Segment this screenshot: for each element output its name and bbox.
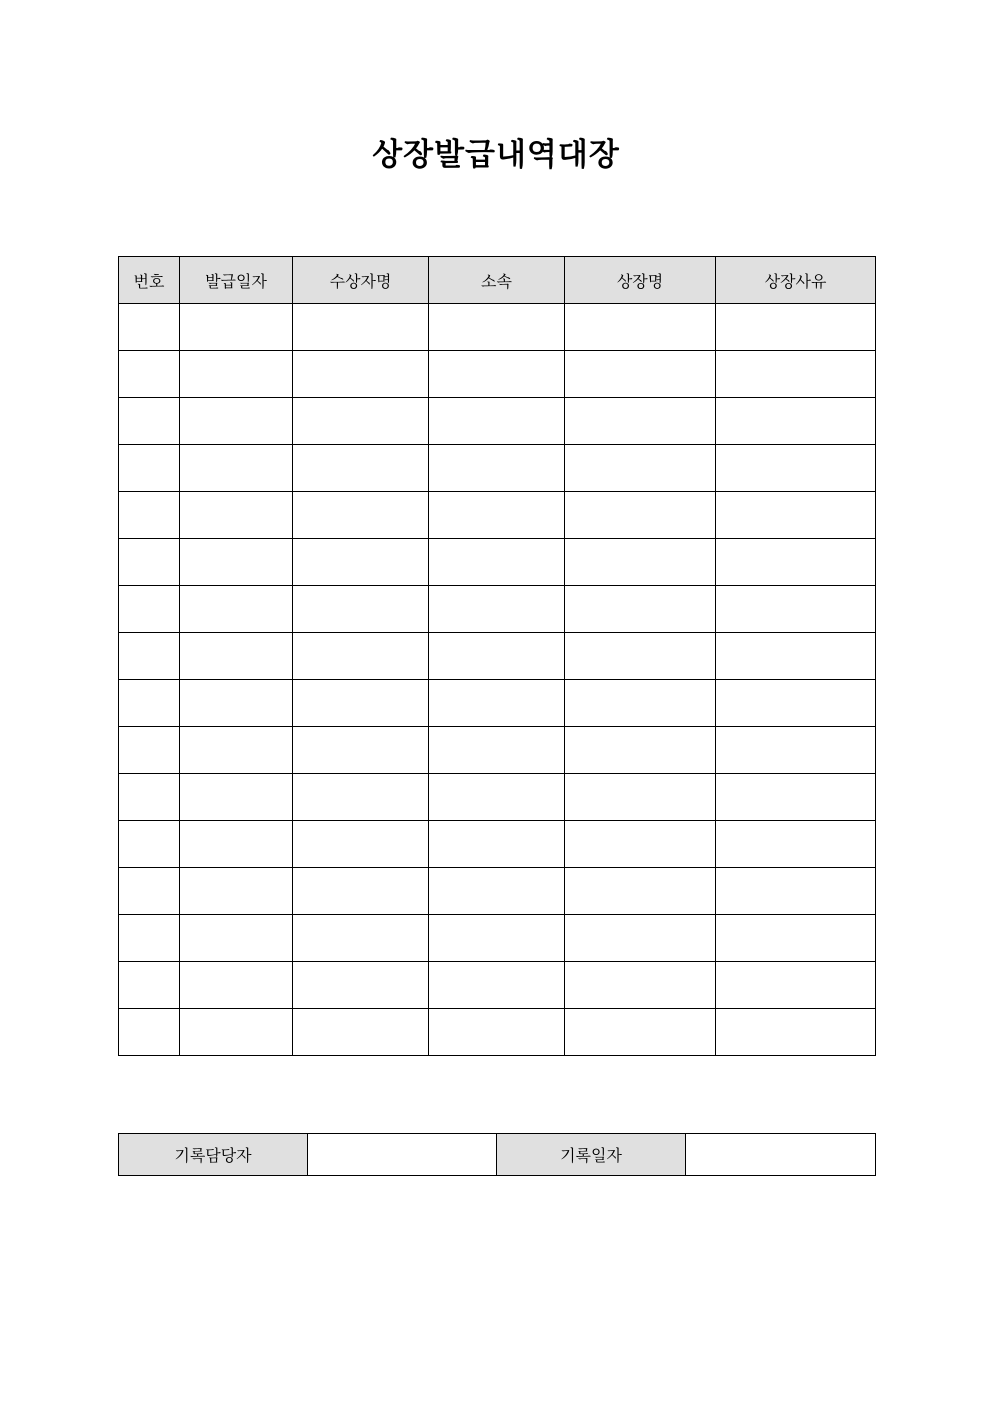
table-row	[119, 821, 876, 868]
cell-award-name[interactable]	[565, 633, 716, 680]
cell-affiliation[interactable]	[429, 680, 565, 727]
cell-number[interactable]	[119, 727, 180, 774]
table-row	[119, 727, 876, 774]
column-header-recipient-name: 수상자명	[293, 257, 429, 304]
table-row	[119, 1009, 876, 1056]
cell-award-reason[interactable]	[716, 445, 876, 492]
cell-award-reason[interactable]	[716, 351, 876, 398]
cell-issue-date[interactable]	[180, 586, 293, 633]
cell-award-reason[interactable]	[716, 774, 876, 821]
cell-issue-date[interactable]	[180, 539, 293, 586]
cell-award-reason[interactable]	[716, 586, 876, 633]
table-row	[119, 680, 876, 727]
cell-recipient-name[interactable]	[293, 445, 429, 492]
cell-award-name[interactable]	[565, 1009, 716, 1056]
table-row	[119, 445, 876, 492]
column-header-affiliation: 소속	[429, 257, 565, 304]
cell-number[interactable]	[119, 586, 180, 633]
document-title: 상장발급내역대장	[372, 137, 620, 173]
cell-award-name[interactable]	[565, 962, 716, 1009]
table-row	[119, 351, 876, 398]
cell-number[interactable]	[119, 962, 180, 1009]
cell-issue-date[interactable]	[180, 962, 293, 1009]
cell-recipient-name[interactable]	[293, 304, 429, 351]
cell-recipient-name[interactable]	[293, 821, 429, 868]
cell-recipient-name[interactable]	[293, 868, 429, 915]
cell-number[interactable]	[119, 445, 180, 492]
cell-issue-date[interactable]	[180, 398, 293, 445]
record-footer-row	[119, 1134, 876, 1176]
award-ledger-table	[118, 256, 876, 1056]
cell-number[interactable]	[119, 398, 180, 445]
cell-award-reason[interactable]	[716, 680, 876, 727]
cell-recipient-name[interactable]	[293, 633, 429, 680]
cell-award-reason[interactable]	[716, 868, 876, 915]
cell-issue-date[interactable]	[180, 727, 293, 774]
cell-recipient-name[interactable]	[293, 727, 429, 774]
cell-award-reason[interactable]	[716, 915, 876, 962]
cell-number[interactable]	[119, 915, 180, 962]
cell-award-reason[interactable]	[716, 962, 876, 1009]
cell-affiliation[interactable]	[429, 445, 565, 492]
cell-number[interactable]	[119, 1009, 180, 1056]
cell-affiliation[interactable]	[429, 633, 565, 680]
record-date-field[interactable]	[686, 1134, 876, 1176]
cell-issue-date[interactable]	[180, 351, 293, 398]
record-date-label: 기록일자	[497, 1134, 686, 1176]
cell-award-name[interactable]	[565, 774, 716, 821]
cell-issue-date[interactable]	[180, 821, 293, 868]
cell-recipient-name[interactable]	[293, 492, 429, 539]
cell-number[interactable]	[119, 492, 180, 539]
recorder-label: 기록담당자	[119, 1134, 308, 1176]
cell-recipient-name[interactable]	[293, 398, 429, 445]
cell-issue-date[interactable]	[180, 492, 293, 539]
column-header-award-reason: 상장사유	[716, 257, 876, 304]
cell-affiliation[interactable]	[429, 915, 565, 962]
cell-award-name[interactable]	[565, 586, 716, 633]
table-row	[119, 492, 876, 539]
recorder-field[interactable]	[308, 1134, 497, 1176]
cell-number[interactable]	[119, 351, 180, 398]
cell-recipient-name[interactable]	[293, 680, 429, 727]
cell-award-name[interactable]	[565, 398, 716, 445]
cell-award-name[interactable]	[565, 915, 716, 962]
cell-affiliation[interactable]	[429, 539, 565, 586]
cell-award-name[interactable]	[565, 539, 716, 586]
cell-affiliation[interactable]	[429, 821, 565, 868]
cell-affiliation[interactable]	[429, 727, 565, 774]
column-header-issue-date: 발급일자	[180, 257, 293, 304]
cell-award-name[interactable]	[565, 680, 716, 727]
cell-affiliation[interactable]	[429, 962, 565, 1009]
cell-affiliation[interactable]	[429, 351, 565, 398]
table-header-row	[119, 257, 876, 304]
cell-number[interactable]	[119, 539, 180, 586]
column-header-number: 번호	[119, 257, 180, 304]
cell-number[interactable]	[119, 774, 180, 821]
table-row	[119, 962, 876, 1009]
cell-award-name[interactable]	[565, 304, 716, 351]
cell-issue-date[interactable]	[180, 915, 293, 962]
cell-award-name[interactable]	[565, 868, 716, 915]
cell-affiliation[interactable]	[429, 586, 565, 633]
cell-award-reason[interactable]	[716, 727, 876, 774]
cell-affiliation[interactable]	[429, 774, 565, 821]
cell-issue-date[interactable]	[180, 633, 293, 680]
cell-award-name[interactable]	[565, 351, 716, 398]
cell-award-name[interactable]	[565, 727, 716, 774]
cell-issue-date[interactable]	[180, 680, 293, 727]
cell-issue-date[interactable]	[180, 445, 293, 492]
table-row	[119, 915, 876, 962]
cell-award-reason[interactable]	[716, 398, 876, 445]
table-row	[119, 774, 876, 821]
record-footer-table	[118, 1133, 876, 1176]
cell-award-reason[interactable]	[716, 633, 876, 680]
cell-number[interactable]	[119, 868, 180, 915]
cell-recipient-name[interactable]	[293, 539, 429, 586]
cell-number[interactable]	[119, 680, 180, 727]
cell-affiliation[interactable]	[429, 868, 565, 915]
table-row	[119, 398, 876, 445]
cell-award-name[interactable]	[565, 821, 716, 868]
table-row	[119, 633, 876, 680]
cell-number[interactable]	[119, 304, 180, 351]
cell-award-reason[interactable]	[716, 821, 876, 868]
table-row	[119, 304, 876, 351]
cell-issue-date[interactable]	[180, 1009, 293, 1056]
cell-award-name[interactable]	[565, 445, 716, 492]
cell-issue-date[interactable]	[180, 868, 293, 915]
cell-award-reason[interactable]	[716, 539, 876, 586]
table-row	[119, 868, 876, 915]
cell-recipient-name[interactable]	[293, 351, 429, 398]
table-row	[119, 586, 876, 633]
cell-recipient-name[interactable]	[293, 1009, 429, 1056]
cell-recipient-name[interactable]	[293, 915, 429, 962]
cell-recipient-name[interactable]	[293, 586, 429, 633]
cell-number[interactable]	[119, 821, 180, 868]
cell-award-reason[interactable]	[716, 1009, 876, 1056]
cell-issue-date[interactable]	[180, 774, 293, 821]
cell-issue-date[interactable]	[180, 304, 293, 351]
cell-affiliation[interactable]	[429, 398, 565, 445]
column-header-award-name: 상장명	[565, 257, 716, 304]
cell-affiliation[interactable]	[429, 492, 565, 539]
cell-award-reason[interactable]	[716, 304, 876, 351]
cell-recipient-name[interactable]	[293, 962, 429, 1009]
cell-recipient-name[interactable]	[293, 774, 429, 821]
cell-award-name[interactable]	[565, 492, 716, 539]
cell-affiliation[interactable]	[429, 304, 565, 351]
table-row	[119, 539, 876, 586]
table-body	[119, 304, 876, 1056]
cell-affiliation[interactable]	[429, 1009, 565, 1056]
cell-award-reason[interactable]	[716, 492, 876, 539]
cell-number[interactable]	[119, 633, 180, 680]
